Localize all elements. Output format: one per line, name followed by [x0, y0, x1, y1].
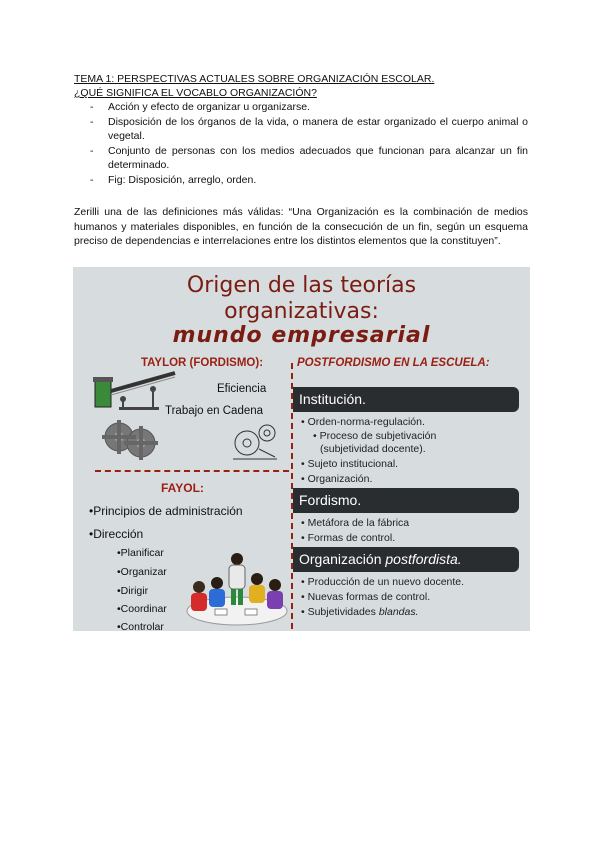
figure-title-line3: mundo empresarial	[172, 323, 431, 348]
direccion-subitem: •Planificar	[117, 547, 164, 559]
postfordista-header	[293, 547, 519, 572]
direccion-subitem: •Dirigir	[117, 585, 149, 597]
direccion-subitem: •Controlar	[117, 621, 164, 631]
mechanism-sketch-icon	[229, 419, 279, 465]
postfordista-item: • Producción de un nuevo docente.	[301, 576, 465, 588]
institucion-header: Institución.	[293, 387, 519, 412]
institucion-item: • Organización.	[301, 473, 373, 485]
figure-title-line2: organizativas:	[224, 299, 379, 324]
institucion-item: • Sujeto institucional.	[301, 458, 399, 470]
definition-item: - Acción y efecto de organizar u organizarse.	[74, 100, 528, 115]
definitions-list	[74, 100, 528, 188]
gears-icon	[101, 417, 159, 463]
postfordista-title-italic: postfordista.	[385, 551, 462, 567]
definition-item: - Conjunto de personas con los medios adecuados que funcionan para alcanzar un fin determinado.	[74, 144, 528, 173]
institucion-item: • Orden-norma-regulación.	[301, 416, 425, 428]
taylor-heading: TAYLOR (FORDISMO):	[141, 357, 264, 369]
organizational-theories-figure	[73, 267, 530, 631]
definition-item: - Fig: Disposición, arreglo, orden.	[74, 173, 528, 188]
fayol-heading: FAYOL:	[161, 481, 204, 495]
horizontal-divider	[95, 470, 289, 472]
definition-item: - Disposición de los órganos de la vida, o manera de estar organizado el cuerpo animal o vegetal.	[74, 115, 528, 144]
direccion-subitem: •Organizar	[117, 566, 167, 578]
figure-title-line1: Origen de las teorías	[186, 273, 417, 298]
topic-heading: TEMA 1: PERSPECTIVAS ACTUALES SOBRE ORGANIZACIÓN ESCOLAR.	[74, 73, 435, 85]
direccion-subitem: •Coordinar	[117, 603, 167, 615]
zerilli-paragraph: Zerilli una de las definiciones más válidas: “Una Organización es la combinación de medios humanos y materiales disponibles, en función de la consecución de un fin, según un esquema preciso de dependencias e interrelaciones entre los distintos elementos que la constituyen”.	[74, 206, 528, 248]
fordismo-item: • Metáfora de la fábrica	[301, 517, 410, 529]
eficiencia-label: Eficiencia	[217, 383, 267, 395]
postfordista-item-text: • Subjetividades	[301, 606, 379, 618]
meeting-people-icon	[185, 549, 289, 629]
trabajo-cadena-label: Trabajo en Cadena	[165, 405, 264, 417]
principios-item: •Principios de administración	[89, 504, 243, 518]
fordismo-header: Fordismo.	[293, 488, 519, 513]
direccion-item: •Dirección	[89, 527, 144, 541]
postfordista-item: • Nuevas formas de control.	[301, 591, 431, 603]
postfordismo-heading: POSTFORDISMO EN LA ESCUELA:	[297, 357, 490, 369]
postfordista-item	[301, 606, 419, 618]
institucion-subitem: • Proceso de subjetivación	[313, 430, 437, 442]
question-heading: ¿QUÉ SIGNIFICA EL VOCABLO ORGANIZACIÓN?	[74, 87, 317, 99]
postfordista-item-italic: blandas.	[378, 606, 419, 618]
postfordista-title: Organización	[299, 551, 386, 567]
fordismo-item: • Formas de control.	[301, 532, 396, 544]
institucion-subitem-detail: (subjetividad docente).	[320, 443, 426, 455]
